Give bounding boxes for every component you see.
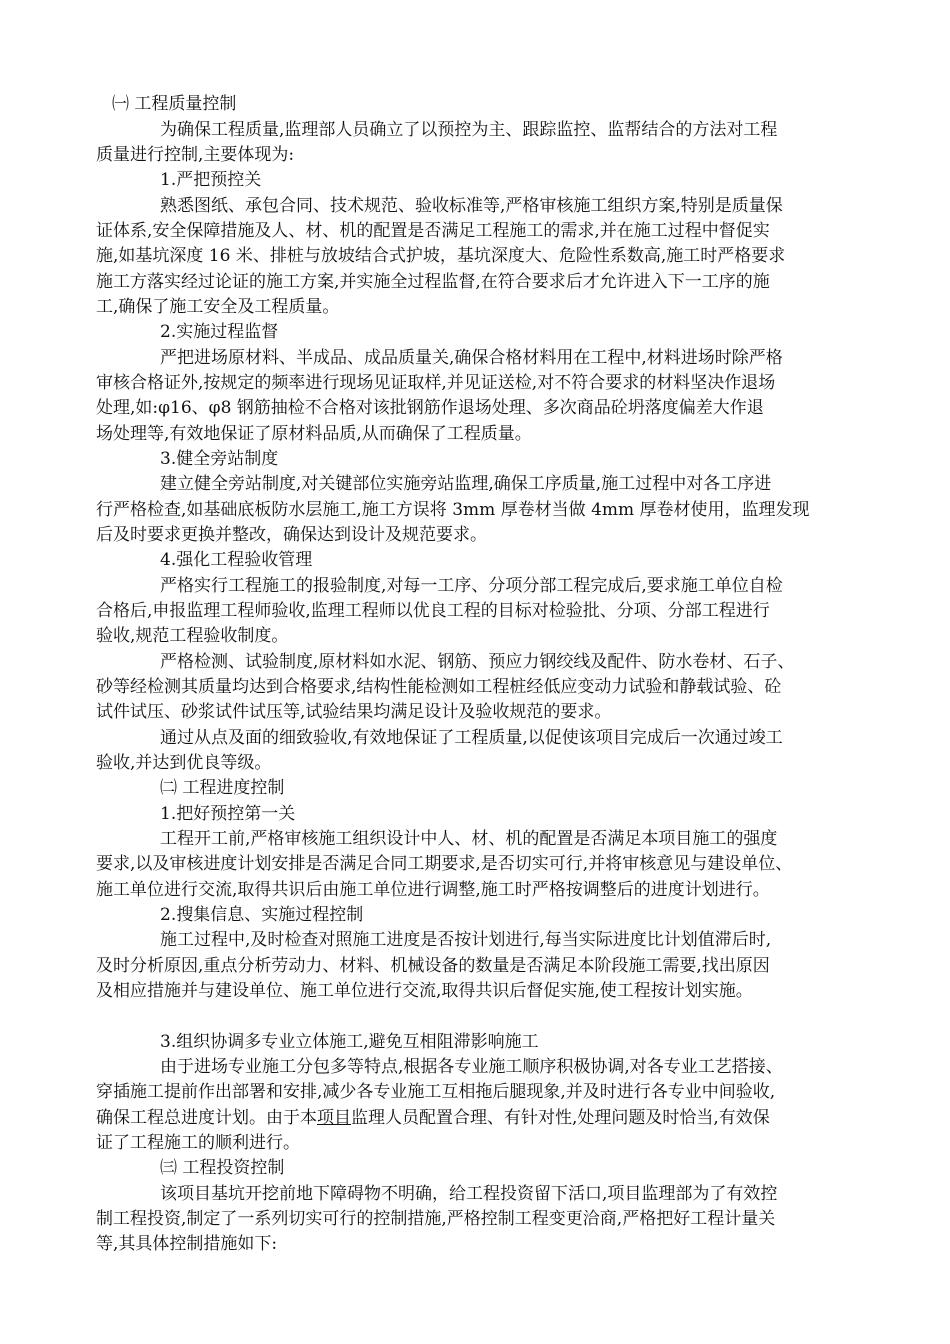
paragraph-line: 试件试压、砂浆试件试压等,试验结果均满足设计及验收规范的要求。 — [96, 702, 612, 722]
paragraph-line: 严格实行工程施工的报验制度,对每一工序、分项分部工程完成后,要求施工单位自检 — [160, 576, 783, 596]
paragraph-line: 该项目基坑开挖前地下障碍物不明确，给工程投资留下活口,项目监理部为了有效控 — [160, 1184, 778, 1204]
paragraph-line: 要求,以及审核进度计划安排是否满足合同工期要求,是否切实可行,并将审核意见与建设单位、 — [96, 854, 793, 874]
paragraph-line: 及时分析原因,重点分析劳动力、材料、机械设备的数量是否满足本阶段施工需要,找出原因 — [96, 956, 770, 976]
paragraph-line: 验收,规范工程验收制度。 — [96, 626, 289, 646]
paragraph-line: 熟悉图纸、承包合同、技术规范、验收标准等,严格审核施工组织方案,特别是质量保 — [160, 196, 783, 216]
subheading: 3.健全旁站制度 — [160, 449, 279, 469]
subheading: 3.组织协调多专业立体施工,避免互相阻滞影响施工 — [160, 1032, 539, 1052]
paragraph-line: 砂等经检测其质量均达到合格要求,结构性能检测如工程桩经低应变动力试验和静载试验、砼 — [96, 677, 782, 697]
paragraph-line: 处理,如:φ16、φ8 钢筋抽检不合格对该批钢筋作退场处理、多次商品砼坍落度偏差大作退 — [96, 398, 764, 418]
paragraph-line: 施工方落实经过论证的施工方案,并实施全过程监督,在符合要求后才允许进入下一工序的施 — [96, 272, 770, 292]
paragraph-line: 及相应措施并与建设单位、施工单位进行交流,取得共识后督促实施,使工程按计划实施。 — [96, 981, 753, 1001]
paragraph-line — [96, 1106, 770, 1130]
paragraph-line: 工,确保了施工安全及工程质量。 — [96, 297, 340, 317]
paragraph-line: 为确保工程质量,监理部人员确立了以预控为主、跟踪监控、监帮结合的方法对工程 — [160, 120, 778, 140]
subheading: 2.实施过程监督 — [160, 322, 279, 342]
paragraph-line: 合格后,申报监理工程师验收,监理工程师以优良工程的目标对检验批、分项、分部工程进行 — [96, 601, 770, 621]
heading-quality-control: ㈠ 工程质量控制 — [112, 94, 237, 114]
paragraph-line: 场处理等,有效地保证了原材料品质,从而确保了工程质量。 — [96, 424, 532, 444]
paragraph-line: 等,其具体控制措施如下: — [96, 1234, 278, 1254]
paragraph-line: 后及时要求更换并整改，确保达到设计及规范要求。 — [96, 525, 487, 545]
heading-schedule-control: ㈡ 工程进度控制 — [160, 778, 285, 798]
paragraph-line: 由于进场专业施工分包多等特点,根据各专业施工顺序积极协调,对各专业工艺搭接、 — [160, 1057, 783, 1077]
paragraph-line: 建立健全旁站制度,对关键部位实施旁站监理,确保工序质量,施工过程中对各工序进 — [160, 474, 772, 494]
paragraph-line: 证了工程施工的顺利进行。 — [96, 1133, 300, 1153]
paragraph-line: 行严格检查,如基础底板防水层施工,施工方误将 3mm 厚卷材当做 4mm 厚卷材使用，监理发现 — [96, 500, 810, 520]
paragraph-line: 制工程投资,制定了一系列切实可行的控制措施,严格控制工程变更洽商,严格把好工程计量关 — [96, 1209, 776, 1229]
paragraph-line: 施工单位进行交流,取得共识后由施工单位进行调整,施工时严格按调整后的进度计划进行。 — [96, 880, 770, 900]
subheading: 1.把好预控第一关 — [160, 804, 296, 824]
text-run: 监理人员配置合理、有针对性,处理问题及时恰当,有效保 — [351, 1108, 770, 1128]
paragraph-line: 证体系,安全保障措施及人、材、机的配置是否满足工程施工的需求,并在施工过程中督促实 — [96, 221, 770, 241]
subheading: 1.严把预控关 — [160, 170, 262, 190]
heading-investment-control: ㈢ 工程投资控制 — [160, 1158, 285, 1178]
paragraph-line: 通过从点及面的细致验收,有效地保证了工程质量,以促使该项目完成后一次通过竣工 — [160, 728, 783, 748]
paragraph-line: 严把进场原材料、半成品、成品质量关,确保合格材料用在工程中,材料进场时除严格 — [160, 348, 783, 368]
paragraph-line: 审核合格证外,按规定的频率进行现场见证取样,并见证送检,对不符合要求的材料坚决作退场 — [96, 373, 776, 393]
paragraph-line: 质量进行控制,主要体现为: — [96, 145, 295, 165]
paragraph-line: 验收,并达到优良等级。 — [96, 753, 272, 773]
paragraph-line: 穿插施工提前作出部署和安排,减少各专业施工互相拖后腿现象,并及时进行各专业中间验收, — [96, 1082, 776, 1102]
paragraph-line: 施,如基坑深度 16 米、排桩与放坡结合式护坡，基坑深度大、危险性系数高,施工时严格要求 — [96, 246, 786, 266]
underlined-term: 项目 — [317, 1108, 351, 1128]
paragraph-line: 严格检测、试验制度,原材料如水泥、钢筋、预应力钢绞线及配件、防水卷材、石子、 — [160, 652, 795, 672]
subheading: 2.搜集信息、实施过程控制 — [160, 905, 364, 925]
text-run: 确保工程总进度计划。由于本 — [96, 1108, 317, 1128]
paragraph-line: 施工过程中,及时检查对照施工进度是否按计划进行,每当实际进度比计划值滞后时, — [160, 930, 772, 950]
paragraph-line: 工程开工前,严格审核施工组织设计中人、材、机的配置是否满足本项目施工的强度 — [160, 829, 778, 849]
subheading: 4.强化工程验收管理 — [160, 550, 313, 570]
